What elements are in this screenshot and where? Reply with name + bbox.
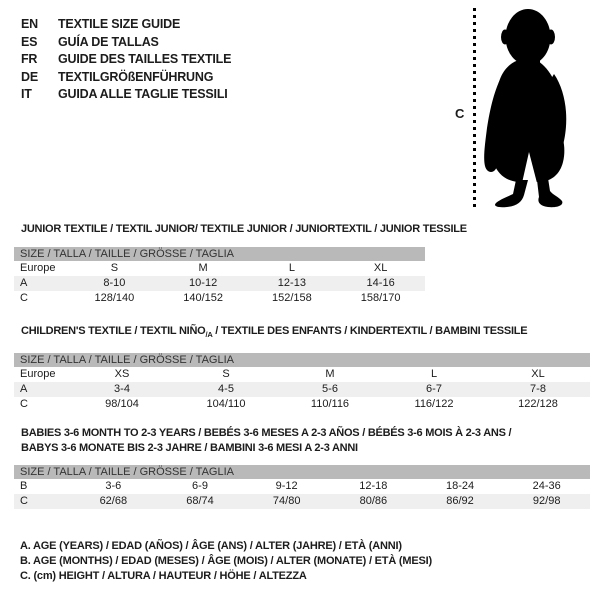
table-cell: 8-10: [103, 276, 126, 289]
table-cell: 6-7: [426, 382, 442, 395]
footnote-line: C. (cm) HEIGHT / ALTURA / HAUTEUR / HÖHE / ALTEZZA: [20, 570, 307, 583]
table-title-line: JUNIOR TEXTILE / TEXTIL JUNIOR/ TEXTILE JUNIOR / JUNIORTEXTIL / JUNIOR TESSILE: [21, 223, 467, 235]
language-row: [21, 34, 231, 52]
row-label: C: [20, 291, 28, 304]
row-label: A: [20, 276, 28, 289]
row-label: B: [20, 480, 28, 492]
table-row: [14, 367, 590, 382]
language-title-label: GUIDA ALLE TAGLIE TESSILI: [58, 87, 228, 101]
toddler-silhouette-image: [482, 6, 568, 211]
table-title: CHILDREN'S TEXTILE / TEXTIL $NIÑO_{/A}$ / TEXTILE DES ENFANTS / KINDERTEXTIL / BAMBINI TESSILE: [21, 325, 528, 340]
height-measure-label: C: [455, 106, 465, 121]
language-row: [21, 16, 231, 34]
table-cell: 80/86: [359, 495, 388, 507]
table-title-line: BABYS 3-6 MONATE BIS 2-3 JAHRE / BAMBINI 3-6 MESI A 2-3 ANNI: [21, 441, 358, 454]
table-cell: S: [222, 367, 230, 380]
table-cell: 7-8: [530, 382, 546, 395]
language-code: IT: [21, 87, 32, 101]
table-cell: 92/98: [532, 495, 561, 507]
size-table-babies: [14, 426, 590, 509]
table-cell: 4-5: [218, 382, 234, 395]
table-row: [14, 276, 425, 291]
language-code: DE: [21, 69, 38, 84]
table-cell: S: [110, 261, 119, 274]
language-row: [21, 86, 231, 104]
table-cell: XS: [114, 367, 130, 380]
table-row: [14, 261, 425, 276]
table-cell: 116/122: [414, 397, 454, 410]
footnote-line: A. AGE (YEARS) / EDAD (AÑOS) / ÂGE (ANS) / ALTER (JAHRE) / ETÀ (ANNI): [20, 540, 402, 552]
table-cell: 24-36: [532, 480, 561, 492]
table-cell: 104/110: [206, 397, 246, 410]
language-title-label: TEXTILE SIZE GUIDE: [58, 17, 181, 31]
table-cell: 12-18: [359, 480, 388, 492]
table-cell: 5-6: [322, 382, 338, 395]
table-title-subscript: /A: [205, 330, 213, 340]
table-row: [14, 382, 590, 397]
table-cell: 68/74: [186, 495, 214, 507]
table-row: [14, 291, 425, 306]
row-label: C: [20, 397, 28, 410]
table-cell: 18-24: [445, 480, 475, 492]
table-title: [21, 426, 590, 455]
size-table-children: [14, 324, 590, 412]
table-cell: 152/158: [271, 291, 312, 304]
size-header-bar: SIZE / TALLA / TAILLE / GRÖSSE / TAGLIA: [14, 353, 590, 367]
table-cell: 14-16: [366, 276, 395, 289]
table-cell: 6-9: [192, 480, 208, 492]
table-cell: 10-12: [189, 276, 218, 289]
table-cell: 140/152: [183, 291, 223, 304]
table-cell: 86/92: [446, 495, 474, 507]
table-cell: XL: [373, 261, 388, 274]
size-header-bar: SIZE / TALLA / TAILLE / GRÖSSE / TAGLIA: [14, 247, 425, 261]
table-cell: 9-12: [275, 480, 298, 492]
table-row: [14, 479, 590, 494]
language-row: [21, 51, 231, 69]
table-cell: L: [288, 261, 295, 274]
table-cell: L: [430, 367, 438, 380]
table-title-line: BABIES 3-6 MONTH TO 2-3 YEARS / BEBÉS 3-6 MESES A 2-3 AÑOS / BÉBÉS 3-6 MOIS À 2-3 ANS /: [21, 427, 512, 439]
table-cell: 74/80: [272, 495, 301, 507]
table-cell: 98/104: [105, 397, 139, 410]
table-cell: M: [198, 261, 208, 274]
row-label: Europe: [20, 367, 56, 380]
table-cell: XL: [531, 367, 545, 380]
row-label: C: [20, 495, 28, 507]
table-row: [14, 494, 590, 509]
table-cell: 3-4: [114, 382, 130, 395]
size-header-bar: SIZE / TALLA / TAILLE / GRÖSSE / TAGLIA: [14, 465, 590, 479]
table-cell: 3-6: [105, 480, 122, 492]
row-label: Europe: [20, 261, 56, 274]
language-code: EN: [21, 17, 38, 31]
table-cell: 122/128: [518, 397, 558, 410]
language-title-label: TEXTILGRÖßENFÜHRUNG: [58, 69, 214, 84]
language-title-label: GUÍA DE TALLAS: [58, 34, 159, 49]
table-cell: M: [325, 367, 335, 380]
language-code: FR: [21, 52, 38, 66]
height-measure-line: [473, 8, 476, 208]
table-cell: 62/68: [99, 495, 128, 507]
language-header: [21, 16, 231, 104]
footnotes: [20, 539, 432, 585]
footnote-line: B. AGE (MONTHS) / EDAD (MESES) / ÂGE (MOIS) / ALTER (MONATE) / ETÀ (MESI): [20, 555, 432, 568]
table-cell: 12-13: [277, 276, 306, 289]
table-cell: 110/116: [310, 397, 350, 410]
language-code: ES: [21, 34, 38, 49]
language-title-label: GUIDE DES TAILLES TEXTILE: [58, 52, 232, 66]
table-cell: 128/140: [94, 291, 135, 304]
table-title: [21, 222, 467, 237]
table-row: [14, 397, 590, 412]
language-row: [21, 69, 231, 87]
table-cell: 158/170: [360, 291, 401, 304]
row-label: A: [20, 382, 28, 395]
size-table-junior: [14, 222, 467, 306]
